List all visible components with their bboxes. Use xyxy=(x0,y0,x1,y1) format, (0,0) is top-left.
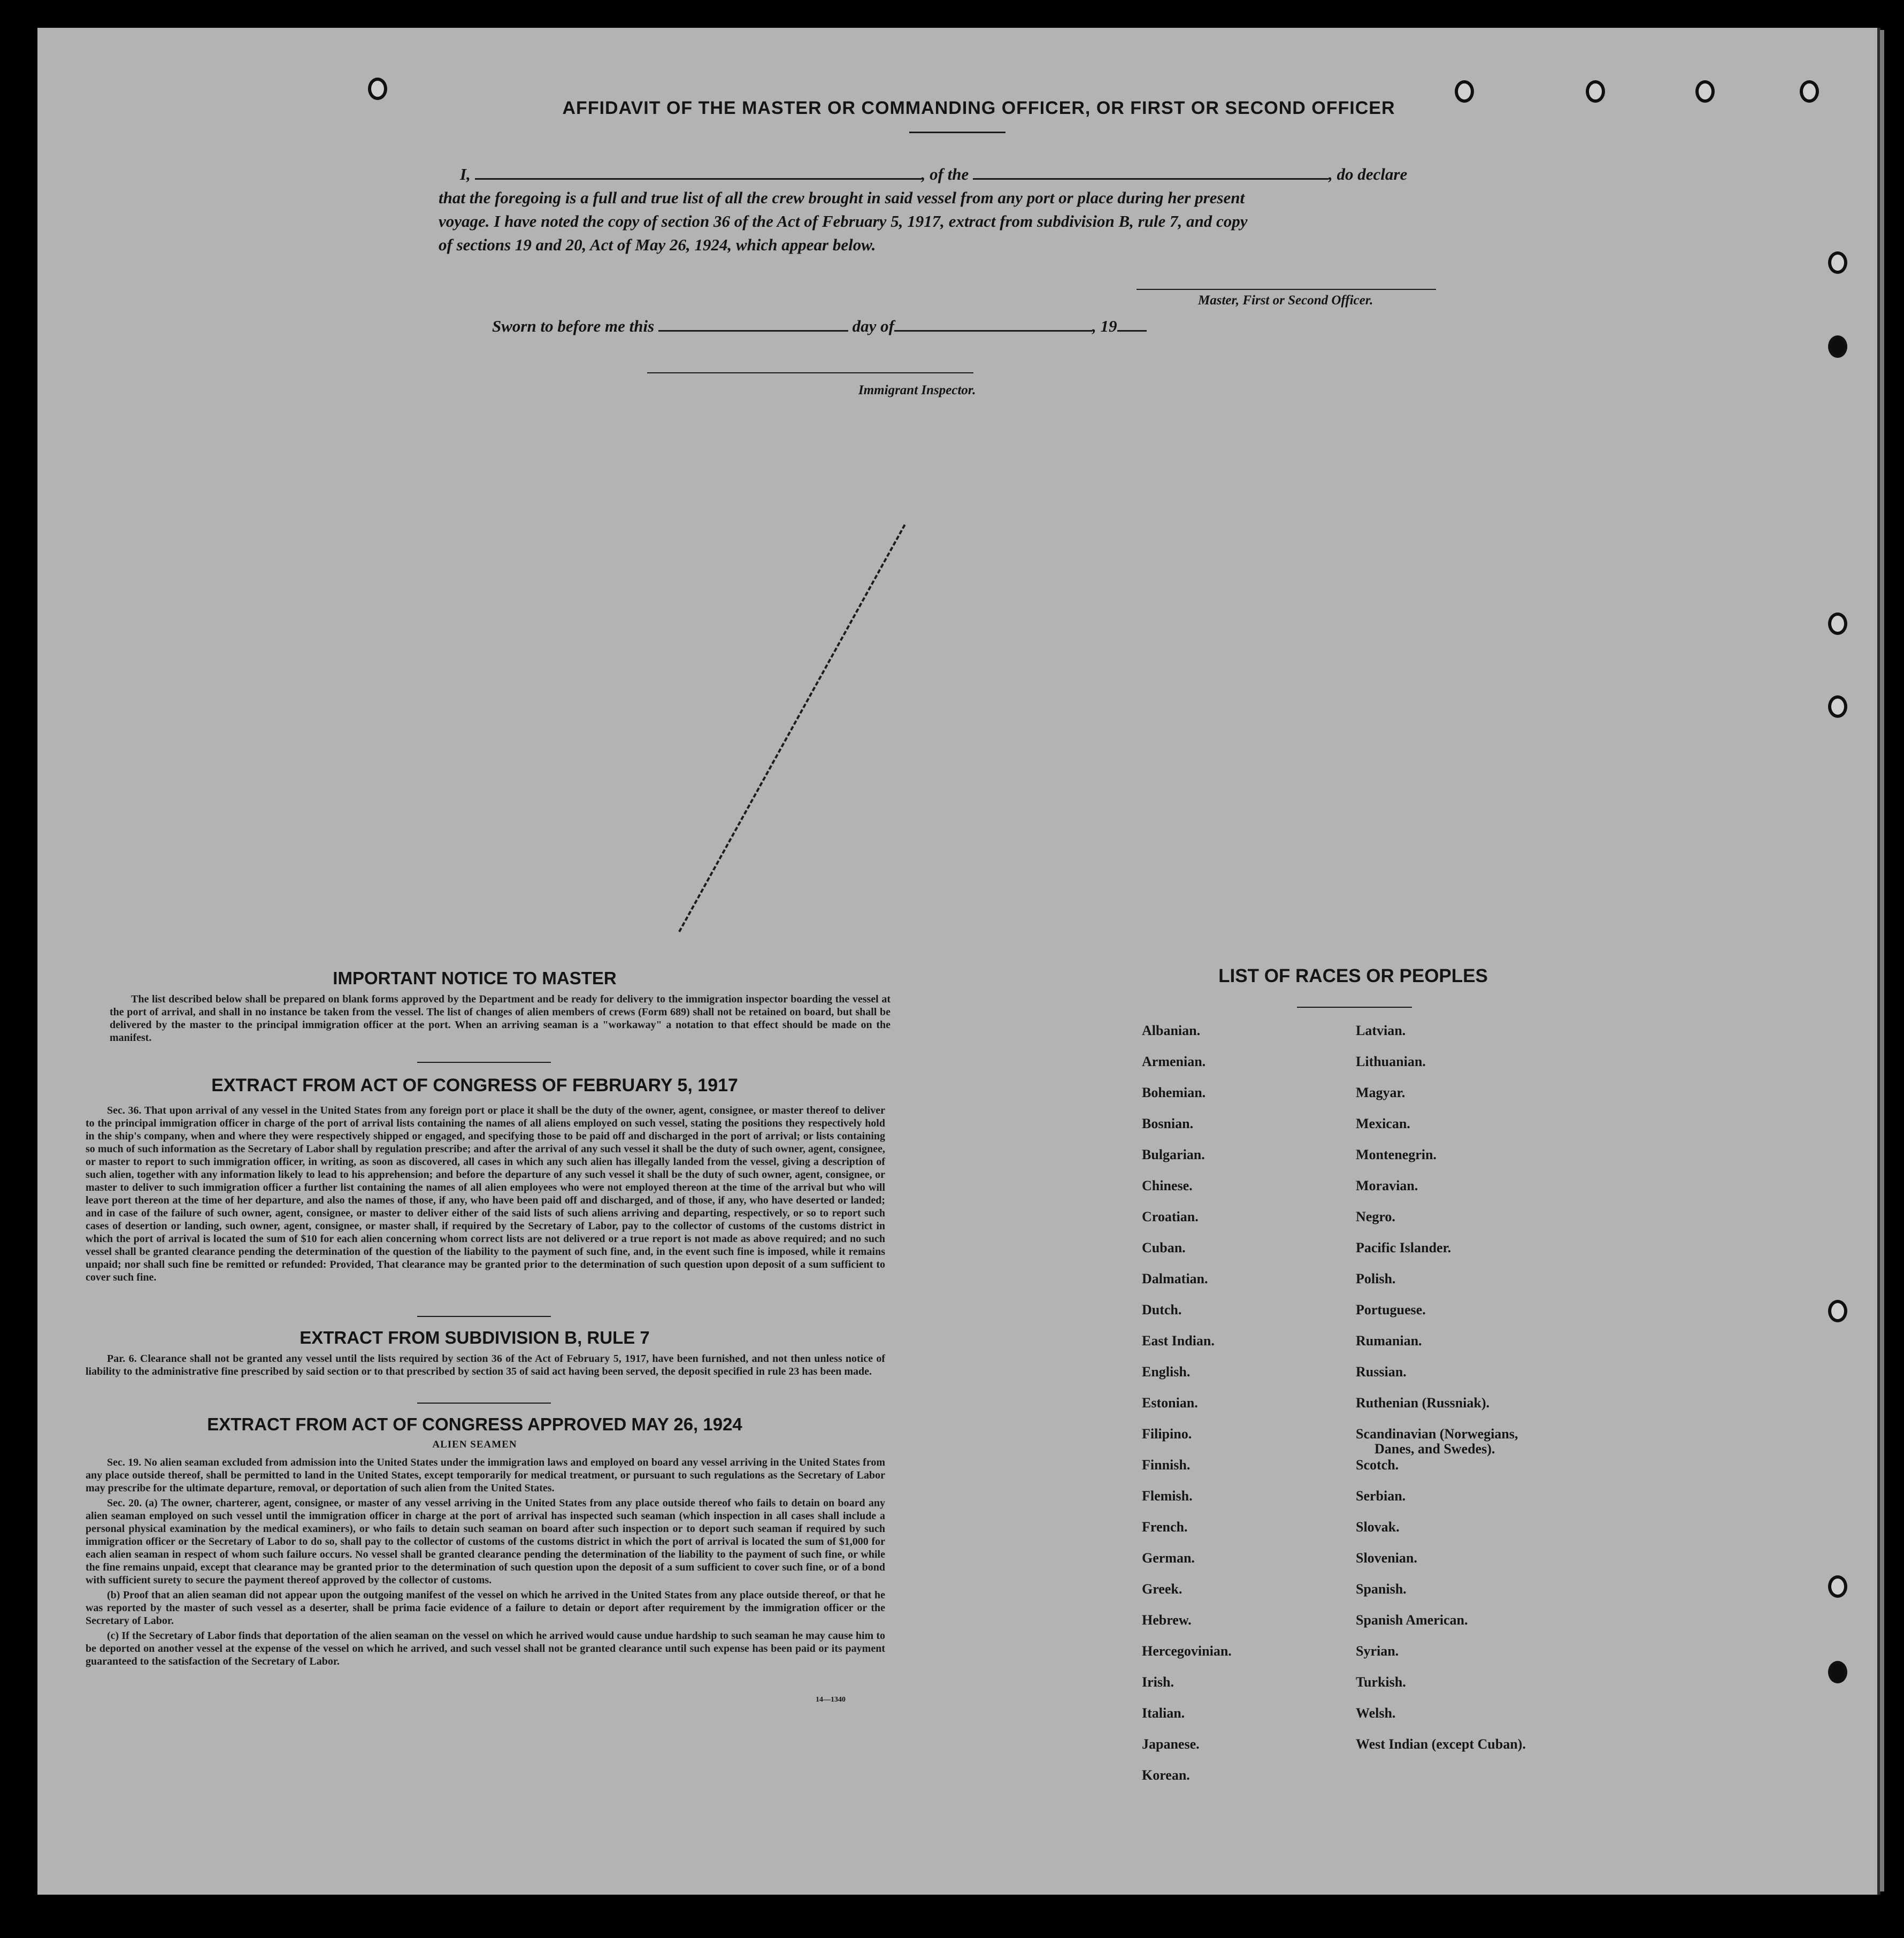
race-item: Dalmatian. xyxy=(1142,1271,1208,1286)
extract-rule7-heading: EXTRACT FROM SUBDIVISION B, RULE 7 xyxy=(300,1328,650,1347)
race-item: Hebrew. xyxy=(1142,1612,1192,1628)
divider xyxy=(417,1062,551,1063)
race-item: French. xyxy=(1142,1519,1188,1535)
affidavit-line-3: voyage. I have noted the copy of section 36 of the Act of February 5, 1917, extract from subdivision B, rule 7, and copy xyxy=(439,212,1248,231)
extract-1924-heading: EXTRACT FROM ACT OF CONGRESS APPROVED MAY 26, 1924 xyxy=(207,1414,742,1434)
day-blank xyxy=(658,317,848,332)
race-item: Pacific Islander. xyxy=(1356,1240,1452,1255)
binder-hole xyxy=(1828,612,1847,635)
master-signature-label: Master, First or Second Officer. xyxy=(1198,293,1373,308)
notice-text xyxy=(110,993,890,1046)
race-item: Filipino. xyxy=(1142,1426,1192,1442)
binder-hole xyxy=(1828,1300,1847,1322)
race-item: Danes, and Swedes). xyxy=(1375,1441,1495,1457)
race-item: Slovenian. xyxy=(1356,1550,1417,1566)
race-item: Portuguese. xyxy=(1356,1302,1426,1317)
binder-hole xyxy=(1828,695,1847,718)
race-item: Scandinavian (Norwegians, xyxy=(1356,1426,1518,1442)
race-item: Flemish. xyxy=(1142,1488,1193,1504)
extract-1917-text xyxy=(86,1104,885,1286)
section-36: Sec. 36. That upon arrival of any vessel in the United States from any foreign port or place it shall be the duty of the owner, agent, consignee, or master thereof to deliver to the principal immigration officer in charge of the port of arrival lists containing the names of all aliens employed on such vessel, stating the positions they respectively hold in the ship's company, when and where they were respectively shipped or engaged, and specifying those to be paid off and discharged in the port of arrival; or lists containing so much of such information as the Secretary of Labor shall by regulation prescribe; and after the arrival of any such vessel it shall be the duty of such owner, agent, consignee, or master to report to such immigration officer, in writing, as soon as discovered, all cases in which any such alien has illegally landed from the vessel, giving a description of such alien, together with any information likely to lead to his apprehension; and before the departure of any such vessel it shall be the duty of such owner, agent, consignee, or master to deliver to such immigration officer a further list containing the names of all alien employees who were not employed thereon at the time of the arrival but who will leave port thereon at the time of her departure, and also the names of those, if any, who have been paid off and discharged, and of those, if any, who have deserted or landed; and in case of the failure of such owner, agent, consignee, or master to deliver either of the said lists of such aliens arriving and departing, respectively, or so to report such cases of desertion or landing, such owner, agent, consignee, or master shall, if required by the Secretary of Labor, pay to the collector of customs of the customs district in which the port of arrival is located the sum of $10 for each alien concerning whom correct lists are not delivered or a true report is not made as above required; and no such vessel shall be granted clearance pending the determination of the question of the liability to the payment of such fine, and, in the event such fine is imposed, while it remains unpaid; nor shall such fine be remitted or refunded: Provided, That clearance may be granted prior to the determination of such question upon deposit of a sum sufficient to cover such fine. xyxy=(86,1105,885,1283)
vessel-blank xyxy=(973,165,1329,180)
affidavit-heading: AFFIDAVIT OF THE MASTER OR COMMANDING OFFICER, OR FIRST OR SECOND OFFICER xyxy=(562,98,1395,118)
section-20c: (c) If the Secretary of Labor finds that deportation of the alien seaman on the vessel on which he arrived would cause undue hardship to such seaman he may cause him to be deported on another vessel at the expense of the vessel on which he arrived, and such vessel shall not be granted clearance until such expense has been paid or its payment guaranteed to the satisfaction of the Secretary of Labor. xyxy=(86,1630,885,1667)
name-blank xyxy=(475,165,922,180)
race-item: Rumanian. xyxy=(1356,1333,1422,1349)
race-item: Slovak. xyxy=(1356,1519,1400,1535)
section-20a: Sec. 20. (a) The owner, charterer, agent, consignee, or master of any vessel arriving in the United States from any place outside thereof who fails to detain on board any alien seaman employed on such vessel until the immigration officer in charge at the port of arrival has inspected such seaman (which inspection in all cases shall include a personal physical examination by the medical examiners), or who fails to detain such seaman on board after such inspection or to deport such seaman if required by such immigration officer or the Secretary of Labor to do so, shall pay to the collector of customs of the customs district in which the port of arrival is located the sum of $1,000 for each alien seaman in respect of whom such failure occurs. No vessel shall be granted clearance pending the determination of the liability to the payment of such fine, or while the fine remains unpaid, except that clearance may be granted prior to the determination of such question upon the deposit of a sum sufficient to cover such fine, or of a bond with sufficient surety to secure the payment thereof approved by the collector of customs. xyxy=(86,1497,885,1586)
race-item: Montenegrin. xyxy=(1356,1147,1437,1162)
race-item: Spanish American. xyxy=(1356,1612,1468,1628)
extract-1917-heading: EXTRACT FROM ACT OF CONGRESS OF FEBRUARY 5, 1917 xyxy=(211,1075,738,1096)
form-number: 14—1340 xyxy=(816,1696,846,1704)
race-item: Mexican. xyxy=(1356,1116,1410,1131)
affidavit-declare: , do declare xyxy=(1329,165,1408,183)
race-item: Bohemian. xyxy=(1142,1085,1206,1100)
affidavit-of-the: , of the xyxy=(921,165,969,183)
affidavit-line-4: of sections 19 and 20, Act of May 26, 1924, which appear below. xyxy=(439,235,876,254)
binder-hole xyxy=(1828,1575,1847,1598)
page-edge xyxy=(1880,30,1884,1891)
binder-hole xyxy=(1455,80,1474,103)
race-item: Russian. xyxy=(1356,1364,1407,1380)
race-item: English. xyxy=(1142,1364,1191,1380)
race-item: German. xyxy=(1142,1550,1195,1566)
divider xyxy=(417,1316,551,1317)
race-item: Albanian. xyxy=(1142,1023,1201,1038)
race-item: Moravian. xyxy=(1356,1178,1418,1193)
race-item: Spanish. xyxy=(1356,1581,1407,1597)
binder-hole xyxy=(1695,80,1715,103)
race-item: Polish. xyxy=(1356,1271,1396,1286)
race-item: Cuban. xyxy=(1142,1240,1186,1255)
extract-1924-text xyxy=(86,1456,885,1670)
race-item: Welsh. xyxy=(1356,1705,1396,1721)
race-item: Italian. xyxy=(1142,1705,1185,1721)
divider xyxy=(909,132,1005,133)
race-item: Bosnian. xyxy=(1142,1116,1194,1131)
alien-seamen-subheading: ALIEN SEAMEN xyxy=(432,1439,517,1450)
race-item: Irish. xyxy=(1142,1674,1174,1690)
race-item: Hercegovinian. xyxy=(1142,1643,1232,1659)
section-20b: (b) Proof that an alien seaman did not appear upon the outgoing manifest of the vessel on which he arrived in the United States from any place outside thereof, or that he was reported by the master of such vessel as a deserter, shall be prima facie evidence of a failure to detain or deport after requirement by the immigration officer or the Secretary of Labor. xyxy=(86,1589,885,1627)
race-item: Dutch. xyxy=(1142,1302,1182,1317)
race-item: Greek. xyxy=(1142,1581,1183,1597)
divider xyxy=(1297,1007,1412,1008)
race-item: Magyar. xyxy=(1356,1085,1406,1100)
month-blank xyxy=(894,317,1092,332)
affidavit-line-1 xyxy=(460,165,1407,184)
master-signature-line xyxy=(1137,289,1436,290)
binder-hole xyxy=(1828,335,1847,358)
race-item: Korean. xyxy=(1142,1767,1190,1783)
year-blank xyxy=(1117,317,1147,332)
race-item: Estonian. xyxy=(1142,1395,1198,1411)
race-item: Serbian. xyxy=(1356,1488,1406,1504)
paragraph-6: Par. 6. Clearance shall not be granted any vessel until the lists required by section 36 of the Act of February 5, 1917, have been furnished, and not then unless notice of liability to the administrative fine prescribed by said section or to that prescribed by section 35 of said act having been served, the deposit specified in rule 23 has been made. xyxy=(86,1353,885,1377)
inspector-signature-label: Immigrant Inspector. xyxy=(858,383,976,397)
race-item: Lithuanian. xyxy=(1356,1054,1426,1069)
race-item: Chinese. xyxy=(1142,1178,1193,1193)
divider xyxy=(417,1403,551,1404)
binder-hole xyxy=(368,78,387,100)
race-item: Scotch. xyxy=(1356,1457,1399,1473)
binder-hole xyxy=(1586,80,1605,103)
race-item: West Indian (except Cuban). xyxy=(1356,1736,1526,1752)
extract-rule7-text xyxy=(86,1352,885,1380)
race-item: East Indian. xyxy=(1142,1333,1215,1349)
race-item: Ruthenian (Russniak). xyxy=(1356,1395,1490,1411)
sworn-prefix: Sworn to before me this xyxy=(492,317,655,335)
inspector-signature-line xyxy=(647,372,973,373)
notice-paragraph: The list described below shall be prepared on blank forms approved by the Department and be ready for delivery to the immigration inspector boarding the vessel at the port of arrival, and shall in no instance be taken from the vessel. The list of changes of alien members of crews (Form 689) shall not be retained on board, but shall be delivered by the master to the principal immigration officer at the port. When an arriving seaman is a "workaway" a notation to that effect should be made on the manifest. xyxy=(110,993,890,1044)
race-item: Armenian. xyxy=(1142,1054,1206,1069)
races-heading: LIST OF RACES OR PEOPLES xyxy=(1218,966,1488,986)
binder-hole xyxy=(1828,251,1847,274)
affidavit-i: I, xyxy=(460,165,471,183)
sworn-line xyxy=(492,317,1147,336)
sworn-year: , 19 xyxy=(1092,317,1117,335)
race-item: Croatian. xyxy=(1142,1209,1199,1224)
race-item: Finnish. xyxy=(1142,1457,1191,1473)
binder-hole xyxy=(1800,80,1819,103)
section-19: Sec. 19. No alien seaman excluded from admission into the United States under the immigration laws and employed on board any vessel arriving in the United States from any place outside thereof, shall be permitted to land in the United States, except temporarily for medical treatment, or pursuant to such regulations as the Secretary of Labor may prescribe for the ultimate departure, removal, or deportation of such alien from the United States. xyxy=(86,1457,885,1494)
affidavit-line-2: that the foregoing is a full and true list of all the crew brought in said vessel from any port or place during her present xyxy=(439,188,1245,207)
notice-heading: IMPORTANT NOTICE TO MASTER xyxy=(333,968,617,988)
race-item: Syrian. xyxy=(1356,1643,1399,1659)
race-item: Latvian. xyxy=(1356,1023,1406,1038)
sworn-day-of: day of xyxy=(852,317,894,335)
race-item: Japanese. xyxy=(1142,1736,1200,1752)
race-item: Turkish. xyxy=(1356,1674,1406,1690)
binder-hole xyxy=(1828,1661,1847,1683)
race-item: Bulgarian. xyxy=(1142,1147,1205,1162)
race-item: Negro. xyxy=(1356,1209,1395,1224)
